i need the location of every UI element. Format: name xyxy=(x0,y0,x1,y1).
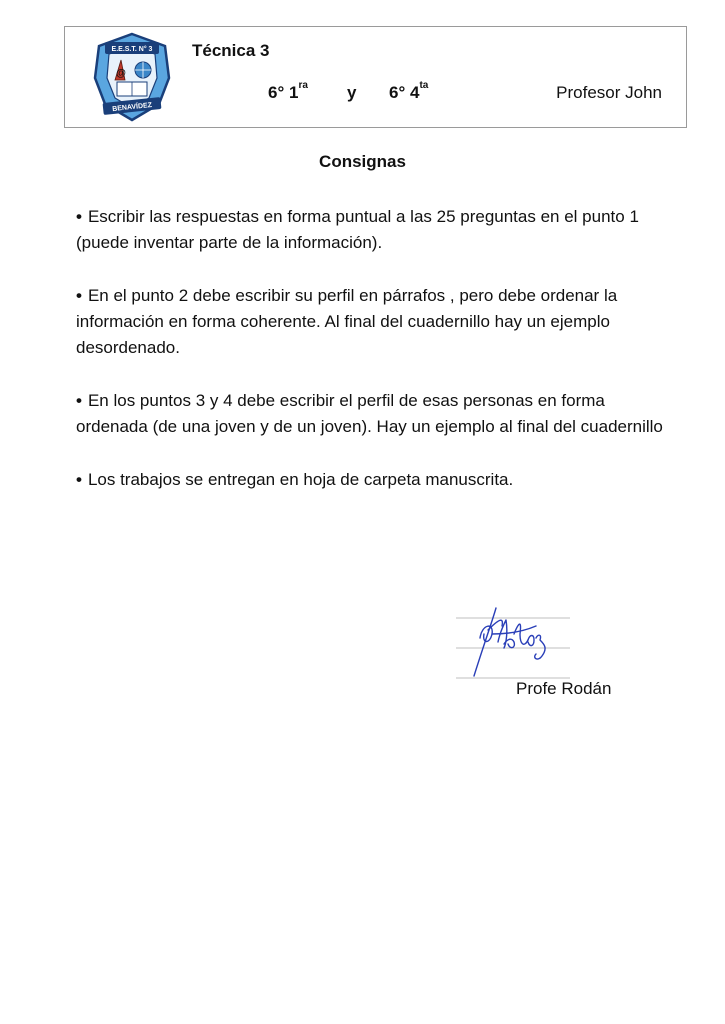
course-a-sup: ra xyxy=(298,80,308,92)
logo-top-text: E.E.S.T. N° 3 xyxy=(111,46,153,53)
instruction-list xyxy=(76,204,676,520)
instruction-item: • Los trabajos se entregan en hoja de carpeta manuscrita. xyxy=(76,467,676,493)
page-title: Consignas xyxy=(319,152,406,171)
instruction-item: • Escribir las respuestas en forma puntual a las 25 preguntas en el punto 1 (puede inventar parte de la información). xyxy=(76,204,676,256)
handwritten-signature xyxy=(452,604,576,686)
logo-at-symbol: @ xyxy=(116,68,126,79)
course-a xyxy=(268,80,308,103)
header-box xyxy=(64,26,687,128)
instruction-item: • En el punto 2 debe escribir su perfil en párrafos , pero debe ordenar la información en forma coherente. Al final del cuadernillo hay un ejemplo desordenado. xyxy=(76,283,676,361)
instruction-item: • En los puntos 3 y 4 debe escribir el perfil de esas personas en forma ordenada (de una joven y de un joven). Hay un ejemplo al final del cuadernillo xyxy=(76,388,676,440)
course-a-main: 6° 1 xyxy=(268,83,299,102)
school-name: Técnica 3 xyxy=(192,41,270,60)
teacher-name: Profesor John xyxy=(556,83,662,102)
course-b-sup: ta xyxy=(419,80,429,92)
course-conjunction: y xyxy=(347,83,357,102)
logo-bottom-text: BENAVÍDEZ xyxy=(111,101,153,114)
course-b xyxy=(389,80,429,103)
school-logo xyxy=(91,32,173,124)
course-b-main: 6° 4 xyxy=(389,83,420,102)
signer-name: Profe Rodán xyxy=(516,679,612,698)
